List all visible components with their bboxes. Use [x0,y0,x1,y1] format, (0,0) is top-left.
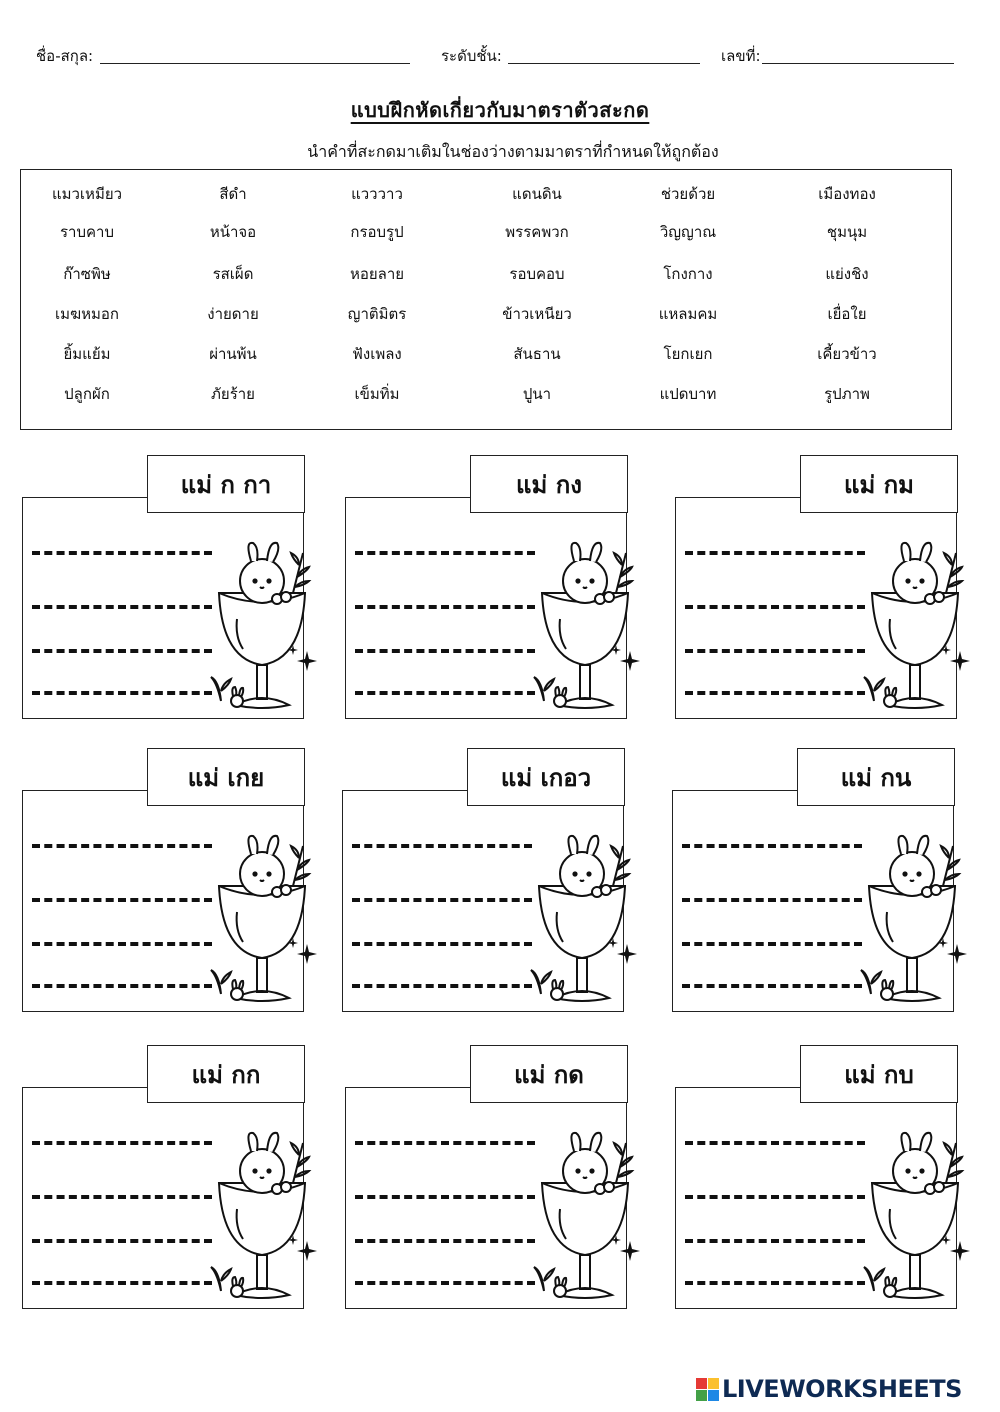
word-bank-item: ข้าวเหนียว [502,305,572,323]
word-bank-item: แย่งชิง [825,265,869,283]
word-bank-item: แมวเหมียว [51,185,123,203]
spelling-category-label: แม่ กน [797,748,955,806]
word-bank-item: แวววาว [351,185,403,203]
answer-line[interactable] [32,1195,212,1199]
logo-mark-icon [696,1378,719,1401]
answer-line[interactable] [685,691,865,695]
spelling-category-label: แม่ กม [800,455,958,513]
answer-line[interactable] [355,1195,535,1199]
answer-line[interactable] [355,1141,535,1145]
spelling-category-label: แม่ กก [147,1045,305,1103]
word-bank-item: ปลูกผัก [64,385,110,403]
number-field[interactable] [762,63,954,64]
answer-line[interactable] [355,691,535,695]
word-bank-item: หอยลาย [349,265,405,283]
answer-line[interactable] [682,844,862,848]
word-bank-item: ก๊าซพิษ [63,265,111,283]
answer-line[interactable] [32,1239,212,1243]
word-bank-item: รสเผ็ด [212,265,254,283]
answer-line[interactable] [355,1239,535,1243]
word-bank-item: แดนดิน [512,185,562,203]
word-bank-item: ยิ้มแย้ม [63,345,111,363]
answer-line[interactable] [685,1239,865,1243]
answer-line[interactable] [682,898,862,902]
spelling-category-label: แม่ กบ [800,1045,958,1103]
answer-card [345,455,629,721]
bunny-goblet-icon [527,834,637,1009]
word-bank-item: เยื่อใย [827,305,867,323]
word-bank-item: เข็มทิ่ม [354,385,400,403]
bunny-goblet-icon [860,1131,970,1306]
bunny-goblet-icon [207,1131,317,1306]
answer-line[interactable] [32,984,212,988]
answer-line[interactable] [32,942,212,946]
bunny-goblet-icon [857,834,967,1009]
word-bank-item: แหลมคม [658,305,718,323]
answer-card [342,748,626,1014]
grade-field[interactable] [508,63,700,64]
word-bank-item: หน้าจอ [209,223,257,241]
answer-line[interactable] [355,649,535,653]
word-bank-item: เมืองทอง [818,185,876,203]
answer-line[interactable] [685,1281,865,1285]
name-field[interactable] [100,63,410,64]
answer-line[interactable] [352,898,532,902]
spelling-category-label: แม่ เกอว [467,748,625,806]
word-bank-item: ง่ายดาย [207,305,259,323]
word-bank [20,169,952,430]
word-bank-item: ญาติมิตร [347,305,407,323]
answer-line[interactable] [685,1195,865,1199]
answer-card [672,748,956,1014]
answer-line[interactable] [32,649,212,653]
answer-line[interactable] [352,984,532,988]
answer-card [22,1045,306,1311]
word-bank-item: ช่วยด้วย [660,185,716,203]
word-bank-item: วิญญาณ [659,223,717,241]
word-bank-item: ผ่านพ้น [209,345,257,363]
answer-line[interactable] [352,844,532,848]
spelling-category-label: แม่ กด [470,1045,628,1103]
word-bank-item: ปูนา [522,385,552,403]
answer-line[interactable] [32,844,212,848]
page-title: แบบฝึกหัดเกี่ยวกับมาตราตัวสะกด [350,98,650,122]
bunny-goblet-icon [207,834,317,1009]
spelling-category-label: แม่ เกย [147,748,305,806]
answer-line[interactable] [352,942,532,946]
bunny-goblet-icon [207,541,317,716]
word-bank-item: โยกเยก [663,345,713,363]
answer-line[interactable] [685,1141,865,1145]
word-bank-item: กรอบรูป [350,223,404,241]
answer-line[interactable] [355,551,535,555]
number-label: เลขที่: [721,47,761,65]
answer-card [22,455,306,721]
answer-card [22,748,306,1014]
word-bank-item: เคี้ยวข้าว [817,345,877,363]
word-bank-item: รูปภาพ [824,385,870,403]
answer-line[interactable] [32,1141,212,1145]
answer-line[interactable] [32,551,212,555]
answer-line[interactable] [685,649,865,653]
word-bank-item: ฟังเพลง [352,345,402,363]
answer-card [345,1045,629,1311]
answer-line[interactable] [32,1281,212,1285]
answer-line[interactable] [32,691,212,695]
grade-label: ระดับชั้น: [441,47,502,65]
word-bank-item: รอบคอบ [509,265,565,283]
answer-line[interactable] [355,1281,535,1285]
word-bank-item: ราบคาบ [60,223,114,241]
spelling-category-label: แม่ ก กา [147,455,305,513]
name-label: ชื่อ-สกุล: [36,47,94,65]
word-bank-item: ชุมนุม [826,223,868,241]
brand-name: LIVEWORKSHEETS [722,1375,962,1403]
bunny-goblet-icon [530,541,640,716]
word-bank-item: เมฆหมอก [54,305,119,323]
bunny-goblet-icon [860,541,970,716]
word-bank-item: พรรคพวก [505,223,569,241]
spelling-category-label: แม่ กง [470,455,628,513]
answer-line[interactable] [682,942,862,946]
answer-line[interactable] [685,551,865,555]
answer-line[interactable] [32,898,212,902]
answer-card [675,455,959,721]
word-bank-item: สันธาน [513,345,561,363]
word-bank-item: โกงกาง [663,265,713,283]
instruction-text: นำคำที่สะกดมาเติมในช่องว่างตามมาตราที่กำหนดให้ถูกต้อง [307,142,719,161]
word-bank-item: แปดบาท [659,385,717,403]
answer-line[interactable] [682,984,862,988]
answer-line[interactable] [355,605,535,609]
bunny-goblet-icon [530,1131,640,1306]
word-bank-item: ภัยร้าย [211,385,255,403]
answer-line[interactable] [32,605,212,609]
liveworksheets-logo [696,1375,962,1403]
word-bank-item: สีดำ [219,185,247,203]
answer-line[interactable] [685,605,865,609]
answer-card [675,1045,959,1311]
